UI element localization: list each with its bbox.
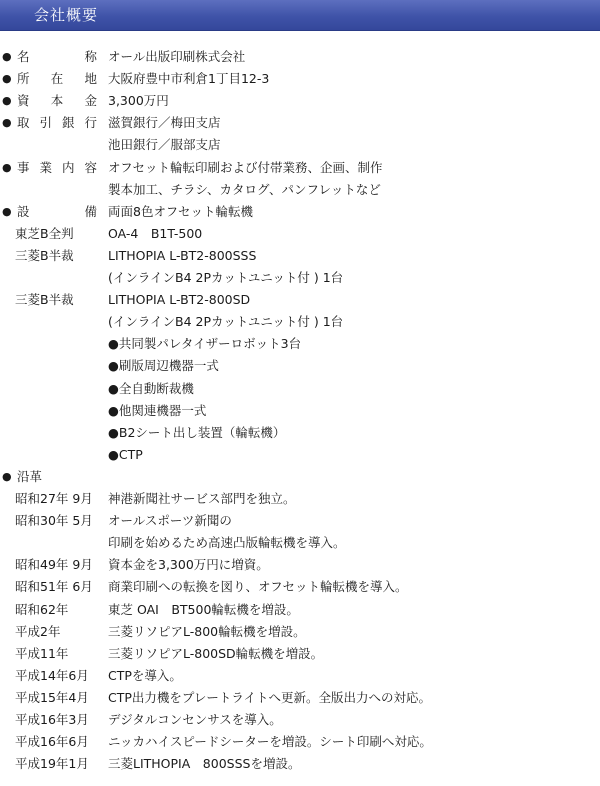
profile-value: 滋賀銀行／梅田支店 xyxy=(108,115,221,131)
equipment-value: LITHOPIA L-BT2-800SD xyxy=(108,292,251,308)
bullet-icon: ● xyxy=(2,50,12,63)
history-text: 三菱LITHOPIA 800SSSを増設。 xyxy=(108,756,301,772)
history-date: 昭和62年 xyxy=(15,601,69,617)
history-date: 昭和49年 9月 xyxy=(15,557,93,573)
profile-row xyxy=(0,90,600,112)
equipment-row xyxy=(0,289,600,311)
history-title: 沿革 xyxy=(17,468,43,484)
history-text: 神港新聞社サービス部門を独立。 xyxy=(108,491,296,506)
history-text: 資本金を3,300万円に増資。 xyxy=(108,557,269,573)
equipment-row xyxy=(0,311,600,333)
history-text: 東芝 OAI BT500輪転機を増設。 xyxy=(108,601,299,617)
equipment-label: 東芝B全判 xyxy=(15,225,74,241)
equipment-value: (インラインB4 2Pカットユニット付 ) 1台 xyxy=(108,270,344,285)
profile-row xyxy=(0,201,600,223)
history-row xyxy=(0,554,600,576)
profile-row xyxy=(0,179,600,201)
history-row xyxy=(0,731,600,753)
history-date: 昭和27年 9月 xyxy=(15,491,93,506)
equipment-row xyxy=(0,267,600,289)
bullet-icon: ● xyxy=(2,160,12,174)
profile-row xyxy=(0,68,600,90)
equipment-value: ●刷版周辺機器一式 xyxy=(108,358,219,374)
equipment-row xyxy=(0,223,600,245)
profile-row xyxy=(0,157,600,179)
history-date: 平成15年4月 xyxy=(15,689,89,705)
equipment-row xyxy=(0,245,600,267)
bullet-icon: ● xyxy=(2,116,12,130)
history-row xyxy=(0,621,600,643)
history-row xyxy=(0,709,600,731)
history-row xyxy=(0,488,600,510)
profile-value: 製本加工、チラシ、カタログ、パンフレットなど xyxy=(108,181,381,197)
equipment-value: OA-4 B1T-500 xyxy=(108,225,203,241)
equipment-row xyxy=(0,355,600,377)
equipment-row xyxy=(0,400,600,422)
equipment-row xyxy=(0,378,600,400)
profile-value: 両面8色オフセット輪転機 xyxy=(108,203,253,219)
profile-label: 資 本 金 xyxy=(17,93,97,109)
history-text: デジタルコンセンサスを導入。 xyxy=(108,712,282,727)
profile-label: 名 称 xyxy=(17,49,97,64)
section-header-bar xyxy=(0,0,600,31)
equipment-row xyxy=(0,333,600,355)
history-date: 昭和51年 6月 xyxy=(15,579,93,595)
history-date: 平成16年6月 xyxy=(15,734,89,750)
profile-label: 所 在 地 xyxy=(17,71,97,87)
history-text: CTPを導入。 xyxy=(108,667,182,683)
history-text: 三菱リソピアL-800SD輪転機を増設。 xyxy=(108,645,324,661)
equipment-value: ●全自動断裁機 xyxy=(108,380,194,396)
equipment-value: (インラインB4 2Pカットユニット付 ) 1台 xyxy=(108,314,344,330)
equipment-label: 三菱B半裁 xyxy=(15,247,74,263)
profile-value: 池田銀行／服部支店 xyxy=(108,137,221,153)
history-text: オールスポーツ新聞の xyxy=(108,513,232,529)
equipment-row xyxy=(0,444,600,466)
profile-row xyxy=(0,112,600,134)
history-text: 印刷を始めるため高速凸版輪転機を導入。 xyxy=(108,535,346,551)
history-text: 商業印刷への転換を図り、オフセット輪転機を導入。 xyxy=(108,579,408,595)
bullet-icon: ● xyxy=(2,94,12,108)
profile-label: 設 備 xyxy=(17,203,97,219)
profile-value: 3,300万円 xyxy=(108,93,169,109)
history-text: 三菱リソピアL-800輪転機を増設。 xyxy=(108,623,306,639)
equipment-value: ●CTP xyxy=(108,446,143,462)
equipment-value: ●B2シート出し装置（輪転機） xyxy=(108,424,286,440)
history-row xyxy=(0,532,600,554)
bullet-icon: ● xyxy=(2,72,12,86)
history-date: 平成14年6月 xyxy=(15,667,89,683)
profile-value: 大阪府豊中市利倉1丁目12-3 xyxy=(108,71,270,87)
equipment-value: ●共同製パレタイザーロボット3台 xyxy=(108,336,302,352)
history-date: 平成16年3月 xyxy=(15,712,89,727)
bullet-icon: ● xyxy=(2,204,12,218)
section-title: 会社概要 xyxy=(34,6,99,24)
history-date: 平成11年 xyxy=(15,645,69,661)
history-row xyxy=(0,753,600,775)
history-row xyxy=(0,687,600,709)
history-row xyxy=(0,510,600,532)
profile-row xyxy=(0,134,600,156)
history-row xyxy=(0,643,600,665)
profile-value: オフセット輪転印刷および付帯業務、企画、制作 xyxy=(108,159,383,175)
history-row xyxy=(0,576,600,598)
history-date: 昭和30年 5月 xyxy=(15,513,93,529)
history-row xyxy=(0,599,600,621)
history-date: 平成19年1月 xyxy=(15,756,89,772)
history-text: CTP出力機をプレートライトへ更新。全版出力への対応。 xyxy=(108,689,432,705)
equipment-label: 三菱B半裁 xyxy=(15,292,74,308)
profile-row xyxy=(0,46,600,68)
equipment-value: ●他関連機器一式 xyxy=(108,402,207,418)
profile-label: 取引銀行 xyxy=(17,115,97,131)
equipment-row xyxy=(0,422,600,444)
profile-value: オール出版印刷株式会社 xyxy=(108,49,246,64)
equipment-value: LITHOPIA L-BT2-800SSS xyxy=(108,247,257,263)
history-row xyxy=(0,665,600,687)
profile-label: 事業内容 xyxy=(17,159,97,175)
history-text: ニッカハイスピードシーターを増設。シート印刷へ対応。 xyxy=(108,734,432,750)
history-heading xyxy=(0,466,600,488)
bullet-icon: ● xyxy=(2,469,12,483)
history-date: 平成2年 xyxy=(15,623,61,639)
